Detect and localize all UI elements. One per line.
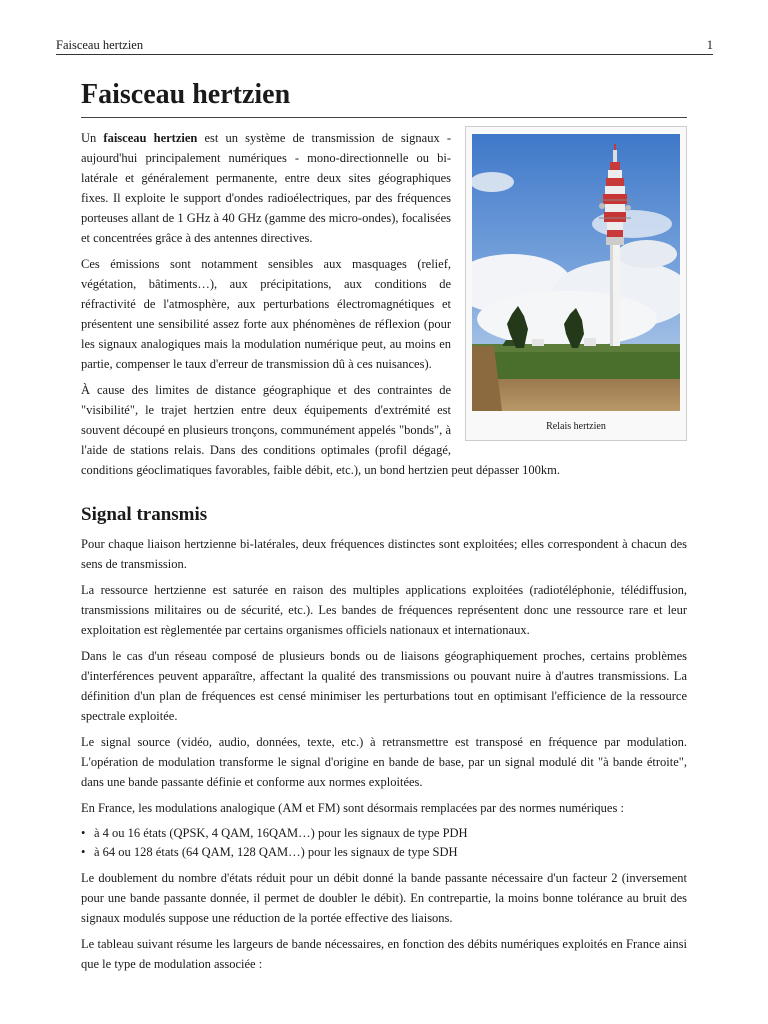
list-item: • à 4 ou 16 états (QPSK, 4 QAM, 16QAM…) pour les signaux de type PDH bbox=[81, 824, 687, 843]
intro-paragraph-3: À cause des limites de distance géographique et des contraintes de "visibilité", le trajet hertzien entre deux équipements d'extrémité est souvent découpé en plusieurs tronçons, communément appelés "bonds", à l'aide de stations relais. Dans des conditions optimales (profil dégagé, conditions géoclimatiques favorables, faible débit, etc.), un bond hertzien peut dépasser 100km. bbox=[81, 383, 561, 477]
list-item: • à 64 ou 128 états (64 QAM, 128 QAM…) pour les signaux de type SDH bbox=[81, 843, 687, 862]
figure-relay-tower bbox=[465, 126, 687, 441]
section-paragraph-5: En France, les modulations analogique (AM et FM) sont désormais remplacées par des normes numériques : bbox=[81, 801, 624, 815]
running-header bbox=[56, 38, 713, 55]
intro-paragraph-2: Ces émissions sont notamment sensibles aux masquages (relief, végétation, bâtiments…), aux précipitations, aux conditions de réfractivité de l'atmosphère, aux perturbations électromagnétiques et présentent une sensibilité assez forte aux phénomènes de réflexion (pour les signaux analogiques mais la modulation numérique peut, au moins en partie, compenser le taux d'erreur de transmission dû à ces nuisances). bbox=[81, 257, 451, 371]
section-paragraph-7: Le tableau suivant résume les largeurs de bande nécessaires, en fonction des débits numériques exploités en France ainsi que le type de modulation associée : bbox=[81, 937, 687, 971]
article-title: Faisceau hertzien bbox=[81, 76, 687, 118]
section-paragraph-1: Pour chaque liaison hertzienne bi-latérales, deux fréquences distinctes sont exploitées; elles correspondent à chacun des sens de transmission. bbox=[81, 537, 687, 571]
article-body bbox=[81, 76, 687, 980]
section-paragraph-6: Le doublement du nombre d'états réduit pour un débit donné la bande passante nécessaire d'un facteur 2 (inversement pour une bande passante donnée, il permet de doubler le débit). En contrepartie, la moins bonne tolérance au bruit des signaux modulés suppose une réduction de la portée effective des liaisons. bbox=[81, 871, 687, 925]
figure-caption: Relais hertzien bbox=[546, 421, 606, 432]
section-heading-signal-transmis: Signal transmis bbox=[81, 504, 208, 525]
intro-term: faisceau hertzien bbox=[103, 131, 198, 145]
section-paragraph-3: Dans le cas d'un réseau composé de plusieurs bonds ou de liaisons géographiquement proches, certains problèmes d'interférences peuvent apparaître, affectant la qualité des transmissions ou pouvant nuire à d'autres transmissions. La définition d'un plan de fréquences est censé minimiser les perturbations tout en optimisant l'efficience de la ressource spectrale exploitée. bbox=[81, 649, 687, 723]
intro-definition: est un système de transmission de signaux - aujourd'hui principalement numériques - mono-directionnelle ou bi-latérale et généralement permanente, entre deux sites géographiques fixes. Il exploite le support d'ondes radioélectriques, par des fréquences porteuses allant de 1 GHz à 40 GHz (gamme des micro-ondes), focalisées et concentrées grâce à des antennes directives. bbox=[81, 131, 452, 245]
relay-tower-photo bbox=[472, 134, 680, 411]
intro-prefix: Un bbox=[81, 131, 104, 145]
running-header-title: Faisceau hertzien bbox=[56, 38, 144, 52]
bullet-icon: • bbox=[81, 826, 86, 840]
page-number: 1 bbox=[706, 38, 713, 52]
section-paragraph-4: Le signal source (vidéo, audio, données, texte, etc.) à retransmettre est transposé en fréquence par modulation. L'opération de modulation transforme le signal d'origine en bande de base, par un signal modulé dit "à bande étroite", dans une bande passante définie et conforme aux normes exploitées. bbox=[81, 735, 687, 789]
modulation-list bbox=[81, 824, 687, 862]
section-paragraph-2: La ressource hertzienne est saturée en raison des multiples applications exploitées (radiotéléphonie, télédiffusion, transmissions militaires ou de sécurité, etc.). Les bandes de fréquences représentent donc une ressource rare et leur exploitation est règlementée par certains organismes officiels nationaux et internationaux. bbox=[81, 583, 687, 637]
bullet-icon: • bbox=[81, 845, 86, 859]
